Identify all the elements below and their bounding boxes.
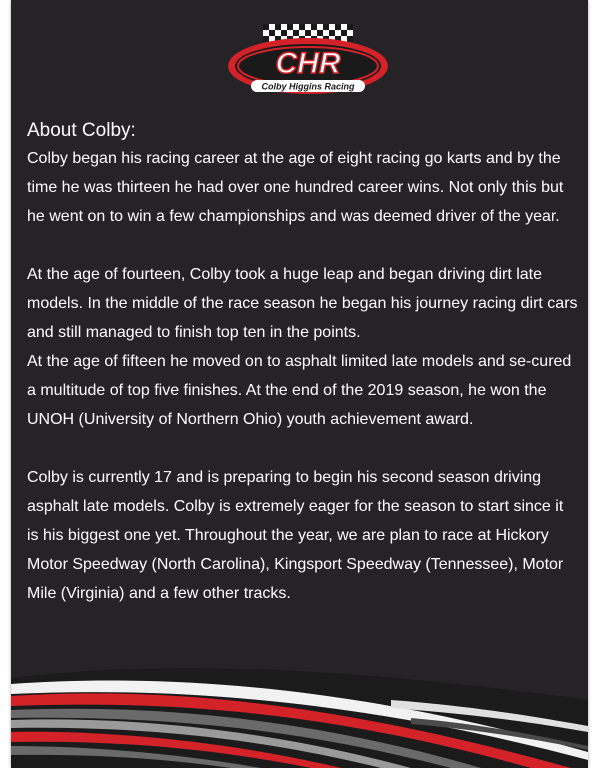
section-heading: About Colby: [27,120,136,141]
bio-content [27,118,579,608]
paragraph-dirt-late-models: At the age of fourteen, Colby took a huge leap and began driving dirt late models. In the middle of the race season he began his journey racing dirt cars and still managed to finish top ten in the points. [27,266,578,341]
logo-wordmark: Colby Higgins Racing [261,81,355,92]
paragraph-early-career: Colby began his racing career at the age of eight racing go karts and by the time he was thirteen he had over one hundred career wins. Not only this but he went on to win a few championships and was deemed driver of the year. [27,150,564,225]
racing-stripes-graphic [11,660,588,768]
logo-mark: CHR [275,47,341,80]
chr-logo [223,18,393,100]
paragraph-asphalt-limited: At the age of fifteen he moved on to asphalt limited late models and se-cured a multitude of top five finishes. At the end of the 2019 season, he won the UNOH (University of Northern Ohio) youth achievement award. [27,353,572,428]
paragraph-current-season: Colby is currently 17 and is preparing to begin his second season driving asphalt late models. Colby is extremely eager for the season to start since it is his biggest one yet. Throughout the year, we are plan to race at Hickory Motor Speedway (North Carolina), Kingsport Speedway (Tennessee), Motor Mile (Virginia) and a few other tracks. [27,469,564,602]
bio-card [11,0,588,768]
